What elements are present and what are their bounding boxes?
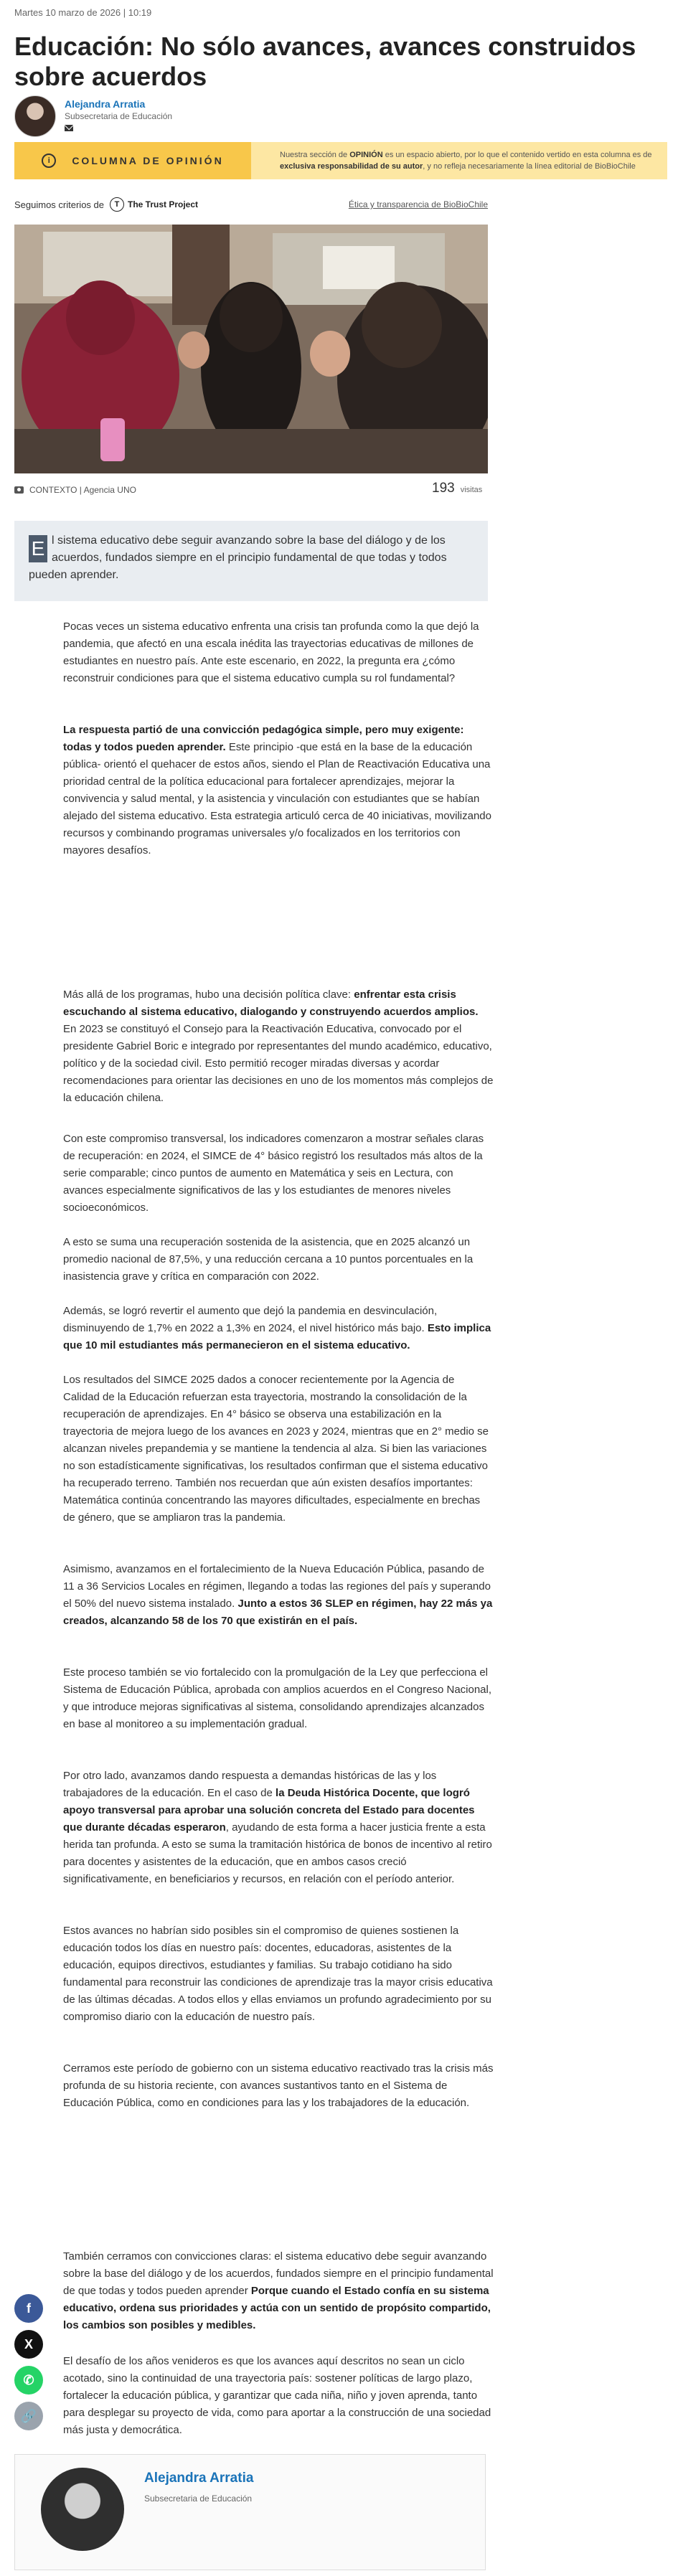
paragraph-12: Cerramos este período de gobierno con un sistema educativo reactivado tras la crisis más profunda de su historia reciente, con avances sustantivos tanto en el Sistema de Educación Pública, como en condiciones para las y los trabajadores de la educación. xyxy=(63,2062,494,2109)
share-facebook-button[interactable] xyxy=(14,2294,43,2323)
trust-project-logo[interactable]: T The Trust Project xyxy=(110,197,198,212)
paragraph-14: El desafío de los años venideros es que los avances aquí descritos no sean un ciclo acotado, sino la continuidad de una trayectoria país: sostener políticas de largo plazo, fortalecer la educación pública, y garantizar que cada niña, niño y joven aprenda, tanto para desplegar su proyecto de vida, como para aportar a la construcción de una sociedad más justa y democrática. xyxy=(63,2355,491,2436)
info-icon: i xyxy=(42,154,56,168)
opinion-banner xyxy=(14,142,667,179)
copy-link-button[interactable] xyxy=(14,2402,43,2430)
paragraph-3: Más allá de los programas, hubo una decisión política clave: enfrentar esta crisis escuchando al sistema educativo, dialogando y construyendo acuerdos amplios. En 2023 se constituyó el Consejo para la Reactivación Educativa, convocado por el presidente Gabriel Boric e integrado por representantes del mundo académico, educativo, político y de la sociedad civil. Esto permitió recoger miradas diversas y acordar recomendaciones para orientar las decisiones en uno de los momentos más complejos de la educación chilena. xyxy=(63,989,494,1104)
photo-caption: CONTEXTO | Agencia UNO xyxy=(14,485,136,495)
visits-label: visitas xyxy=(460,486,483,494)
paragraph-10: Por otro lado, avanzamos dando respuesta a demandas históricas de las y los trabajadores de la educación. En el caso de la Deuda Histórica Docente, que logró apoyo transversal para aprobar una solución concreta del Estado para docentes que durante décadas esperaron, ayudando de esta forma a hacer justicia frente a esta herida tan profunda. A esto se suma la tramitación histórica de bonos de incentivo al retiro para docentes y asistentes de la educación, que en ambos casos creció significativamente, en beneficiarios y recursos, en relación con el período anterior. xyxy=(63,1770,492,1885)
opinion-label: COLUMNA DE OPINIÓN xyxy=(72,155,224,166)
whatsapp-icon: ✆ xyxy=(23,2372,34,2387)
paragraph-4: Con este compromiso transversal, los indicadores comenzaron a mostrar señales claras de recuperación: en 2024, el SIMCE de 4° básico registró los resultados más altos de la serie comparable; cinco puntos de aumento en Matemática y seis en Lectura, con avances especialmente significativos de las y los estudiantes de menores niveles socioeconómicos. xyxy=(63,1133,484,1214)
paragraph-7: Los resultados del SIMCE 2025 dados a conocer recientemente por la Agencia de Calidad de la Educación refuerzan esta trayectoria, mostrando la consolidación de la recuperación de aprendizajes. En 4° básico se observa una estabilización en la trayectoria de mejora luego de los avances en 2023 y 2024, mientras que en 2° medio se alcanzan niveles prepandemia y se mantiene la tendencia al alza. Si bien las variaciones no son estadísticamente significativas, los resultados confirman que el sistema educativo ha recuperado terreno. También nos recuerdan que aún existen desafíos importantes: Matemática continúa concentrando las mayores dificultades, especialmente en brechas de género, que se ampliaron tras la pandemia. xyxy=(63,1374,489,1524)
link-icon: 🔗 xyxy=(20,2408,37,2423)
paragraph-2: La respuesta partió de una convicción pedagógica simple, pero muy exigente: todas y todos pueden aprender. Este principio -que está en la base de la educación pública- orientó el quehacer de estos años, siendo el Plan de Reactivación Educativa una prioridad central de la política educacional para fortalecer aprendizajes, mejorar la convivencia y salud mental, y la asistencia y vinculación con estudiantes que se habían alejado del sistema educativo. Esta estrategia articuló cerca de 40 iniciativas, movilizando recursos y combinando programas universales y/o focalizados en los territorios con mayores desafíos. xyxy=(63,724,491,857)
article-photo xyxy=(14,225,488,473)
trust-project-icon: T xyxy=(110,197,124,212)
trust-criteria-row xyxy=(14,197,488,212)
x-icon: X xyxy=(24,2336,33,2351)
paragraph-11: Estos avances no habrían sido posibles sin el compromiso de quienes sostienen la educación todos los días en nuestro país: docentes, educadoras, asistentes de la educación, equipos directivos, estudiantes y familias. Su trabajo cotidiano ha sido fundamental para reconstruir las condiciones de aprendizaje tras la mayor crisis educativa de las últimas décadas. A todos ellos y ellas enviamos un profundo agradecimiento por su compromiso diario con la educación de nuestro país. xyxy=(63,1925,493,2023)
lead-text: l sistema educativo debe seguir avanzando sobre la base del diálogo y de los acuerdos, fundados siempre en el principio fundamental de que todas y todos pueden aprender. xyxy=(29,534,447,581)
author-avatar[interactable] xyxy=(14,95,56,137)
visits-counter xyxy=(432,481,482,496)
paragraph-8: Asimismo, avanzamos en el fortalecimiento de la Nueva Educación Pública, pasando de 11 a 36 Servicios Locales en régimen, llegando a todas las regiones del país y superando el 50% del nuevo sistema instalado. Junto a estos 36 SLEP en régimen, hay 22 más ya creados, alcanzando 58 de los 70 que existirán en el país. xyxy=(63,1563,493,1627)
author-card-role: Subsecretaria de Educación xyxy=(144,2494,253,2504)
paragraph-6: Además, se logró revertir el aumento que dejó la pandemia en desvinculación, disminuyendo de 1,7% en 2022 a 1,3% en 2024, el nivel histórico más bajo. Esto implica que 10 mil estudiantes más permanecieron en el sistema educativo. xyxy=(63,1305,491,1351)
author-card-name[interactable]: Alejandra Arratia xyxy=(144,2471,254,2486)
paragraph-13: También cerramos con convicciones claras: el sistema educativo debe seguir avanzando sobre la base del diálogo y de los acuerdos, fundados siempre en el principio fundamental de que todas y todos pueden aprender Porque cuando el Estado confía en su sistema educativo, ordena sus prioridades y actúa con un sentido de propósito compartido, los cambios son posibles y medibles. xyxy=(63,2250,494,2331)
criteria-label: Seguimos criterios de xyxy=(14,199,104,210)
paragraph-9: Este proceso también se vio fortalecido con la promulgación de la Ley que perfecciona el Sistema de Educación Pública, aprobada con amplios acuerdos en el Congreso Nacional, y que introduce mejoras significativas al sistema, consolidando aprendizajes alcanzados en base al monitoreo a su implementación gradual. xyxy=(63,1666,492,1730)
author-role: Subsecretaria de Educación xyxy=(65,110,173,121)
opinion-label-box xyxy=(14,142,251,179)
opinion-disclaimer: Nuestra sección de OPINIÓN es un espacio abierto, por lo que el contenido vertido en esta columna es de exclusiva responsabilidad de su autor, y no refleja necesariamente la línea editorial de BioBioChile xyxy=(280,151,652,171)
article-date: Martes 10 marzo de 2026 | 10:19 xyxy=(14,7,152,18)
mail-icon[interactable] xyxy=(65,125,73,131)
ethics-link[interactable]: Ética y transparencia de BioBioChile xyxy=(348,199,488,209)
article-lead xyxy=(14,521,488,601)
author-name-link[interactable]: Alejandra Arratia xyxy=(65,98,146,110)
author-card-avatar[interactable] xyxy=(41,2468,124,2551)
share-whatsapp-button[interactable] xyxy=(14,2366,43,2395)
visits-count: 193 xyxy=(432,481,455,496)
author-header xyxy=(14,95,172,137)
share-x-button[interactable] xyxy=(14,2330,43,2359)
article-title: Educación: No sólo avances, avances construidos sobre acuerdos xyxy=(14,32,636,91)
paragraph-5: A esto se suma una recuperación sostenida de la asistencia, que en 2025 alcanzó un promedio nacional de 87,5%, y una reducción cercana a 10 puntos porcentuales en la inasistencia grave y crítica en comparación con 2022. xyxy=(63,1236,474,1283)
author-card xyxy=(14,2454,486,2570)
paragraph-1: Pocas veces un sistema educativo enfrenta una crisis tan profunda como la que dejó la pandemia, que afectó en una escala inédita las trayectorias educativas de millones de estudiantes en nuestro país. Ante este escenario, en 2022, la pregunta era ¿cómo reconstruir condiciones para que el sistema educativo cumpla su rol fundamental? xyxy=(63,621,479,684)
classroom-photo-illustration xyxy=(14,225,488,473)
camera-icon xyxy=(14,486,24,494)
dropcap: E xyxy=(29,535,47,562)
facebook-icon: f xyxy=(27,2301,31,2316)
